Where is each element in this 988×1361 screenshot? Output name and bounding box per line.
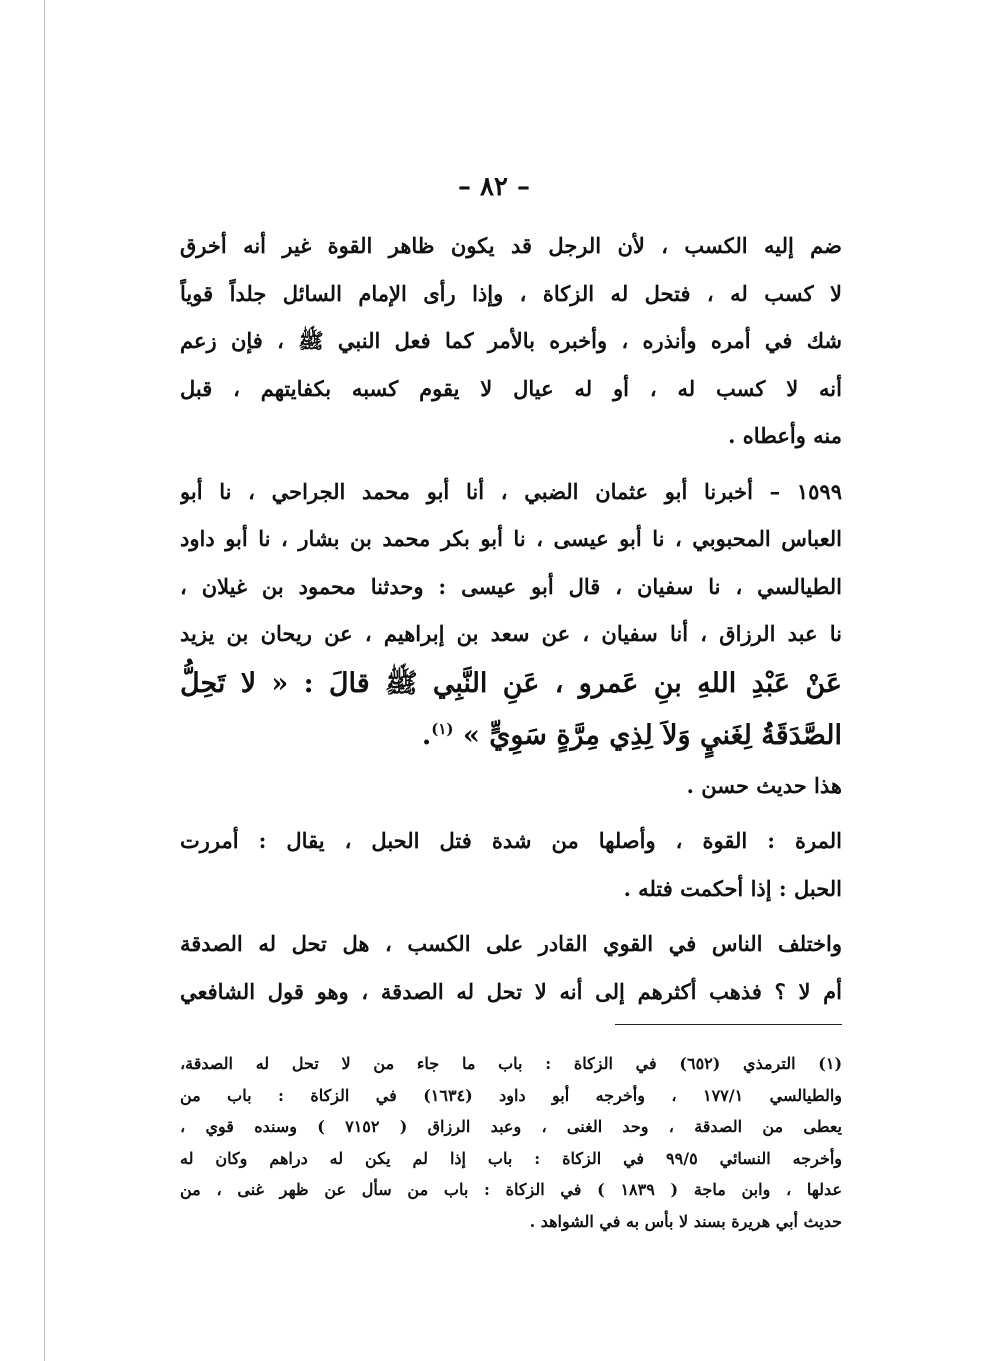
page-edge-line [44, 0, 45, 1361]
footnote-line: يعطى من الصدقة ، وحد الغنى ، وعبد الرزاق ( ٧١٥٢ ) وسنده قوي ، [180, 1117, 842, 1136]
text-line: لا كسب له ، فتحل له الزكاة ، وإذا رأى الإمام السائل جلداً قوياً [180, 280, 842, 306]
text-line: ١٥٩٩ – أخبرنا أبو عثمان الضبي ، أنا أبو محمد الجراحي ، نا أبو [180, 478, 842, 504]
text-line: أنه لا كسب له ، أو له عيال لا يقوم كسبه بكفايتهم ، قبل [180, 375, 842, 401]
main-text [180, 222, 842, 1015]
paragraph-scholars-disagreement [180, 920, 842, 1015]
paragraph-grading [180, 762, 842, 810]
text-line: واختلف الناس في القوي القادر على الكسب ، هل تحل له الصدقة [180, 931, 842, 956]
text-line: العباس المحبوبي ، نا أبو عيسى ، نا أبو بكر محمد بن بشار ، نا أبو داود [180, 526, 842, 551]
footnote-line: (١) الترمذي (٦٥٢) في الزكاة : باب ما جاء من لا تحل له الصدقة، [180, 1054, 842, 1073]
footnote [180, 1048, 842, 1237]
footnote-line: حديث أبي هريرة بسند لا بأس به في الشواهد . [529, 1211, 842, 1231]
footnote-marker: (١) [431, 719, 454, 738]
hadith-line-text: الصَّدَقَةُ لِغَنيٍ وَلاَ لِذِي مِرَّةٍ سَوِيٍّ » [462, 719, 842, 751]
page-number: – ٨٢ – [457, 172, 531, 202]
text-line: شك في أمره وأنذره ، وأخبره بالأمر كما فعل النبي ﷺ ، فإن زعم [180, 328, 842, 353]
text-line: أم لا ؟ فذهب أكثرهم إلى أنه لا تحل له الصدقة ، وهو قول الشافعي [180, 978, 842, 1004]
footnote-line: وأخرجه النسائي ٩٩/٥ في الزكاة : باب إذا لم يكن له دراهم وكان له [180, 1148, 842, 1168]
text-line: نا عبد الرزاق ، أنا سفيان ، عن سعد بن إبراهيم ، عن ريحان بن يزيد [180, 621, 842, 646]
text-line: ضم إليه الكسب ، لأن الرجل قد يكون ظاهر القوة غير أنه أخرق [180, 233, 842, 258]
hadith-line [180, 710, 842, 762]
text-line: الطيالسي ، نا سفيان ، قال أبو عيسى : وحدثنا محمود بن غيلان ، [180, 573, 842, 599]
footnote-separator [615, 1024, 842, 1025]
paragraph-definition [180, 817, 842, 912]
footnote-line: عدلها ، وابن ماجة ( ١٨٣٩ ) في الزكاة : باب من سأل عن ظهر غنى ، من [180, 1180, 842, 1199]
hadith-text [180, 658, 842, 762]
footnote-line: والطيالسي ١٧٧/١ ، وأخرجه أبو داود (١٦٣٤) في الزكاة : باب من [180, 1085, 842, 1105]
text-line: هذا حديث حسن . [686, 772, 842, 798]
text-line: المرة : القوة ، وأصلها من شدة فتل الحبل ، يقال : أمررت [180, 828, 842, 853]
hadith-line: عَنْ عَبْدِ اللهِ بنِ عَمرو ، عَنِ النَّبِي ﷺ قالَ : « لا تَحِلُّ [180, 667, 842, 699]
paragraph-isnad [180, 468, 842, 658]
paragraph-strength-explanation [180, 222, 842, 460]
text-line: منه وأعطاه . [728, 423, 842, 448]
text-line: الحبل : إذا أحكمت فتله . [623, 875, 842, 901]
hadith-end-mark: . [421, 719, 432, 751]
